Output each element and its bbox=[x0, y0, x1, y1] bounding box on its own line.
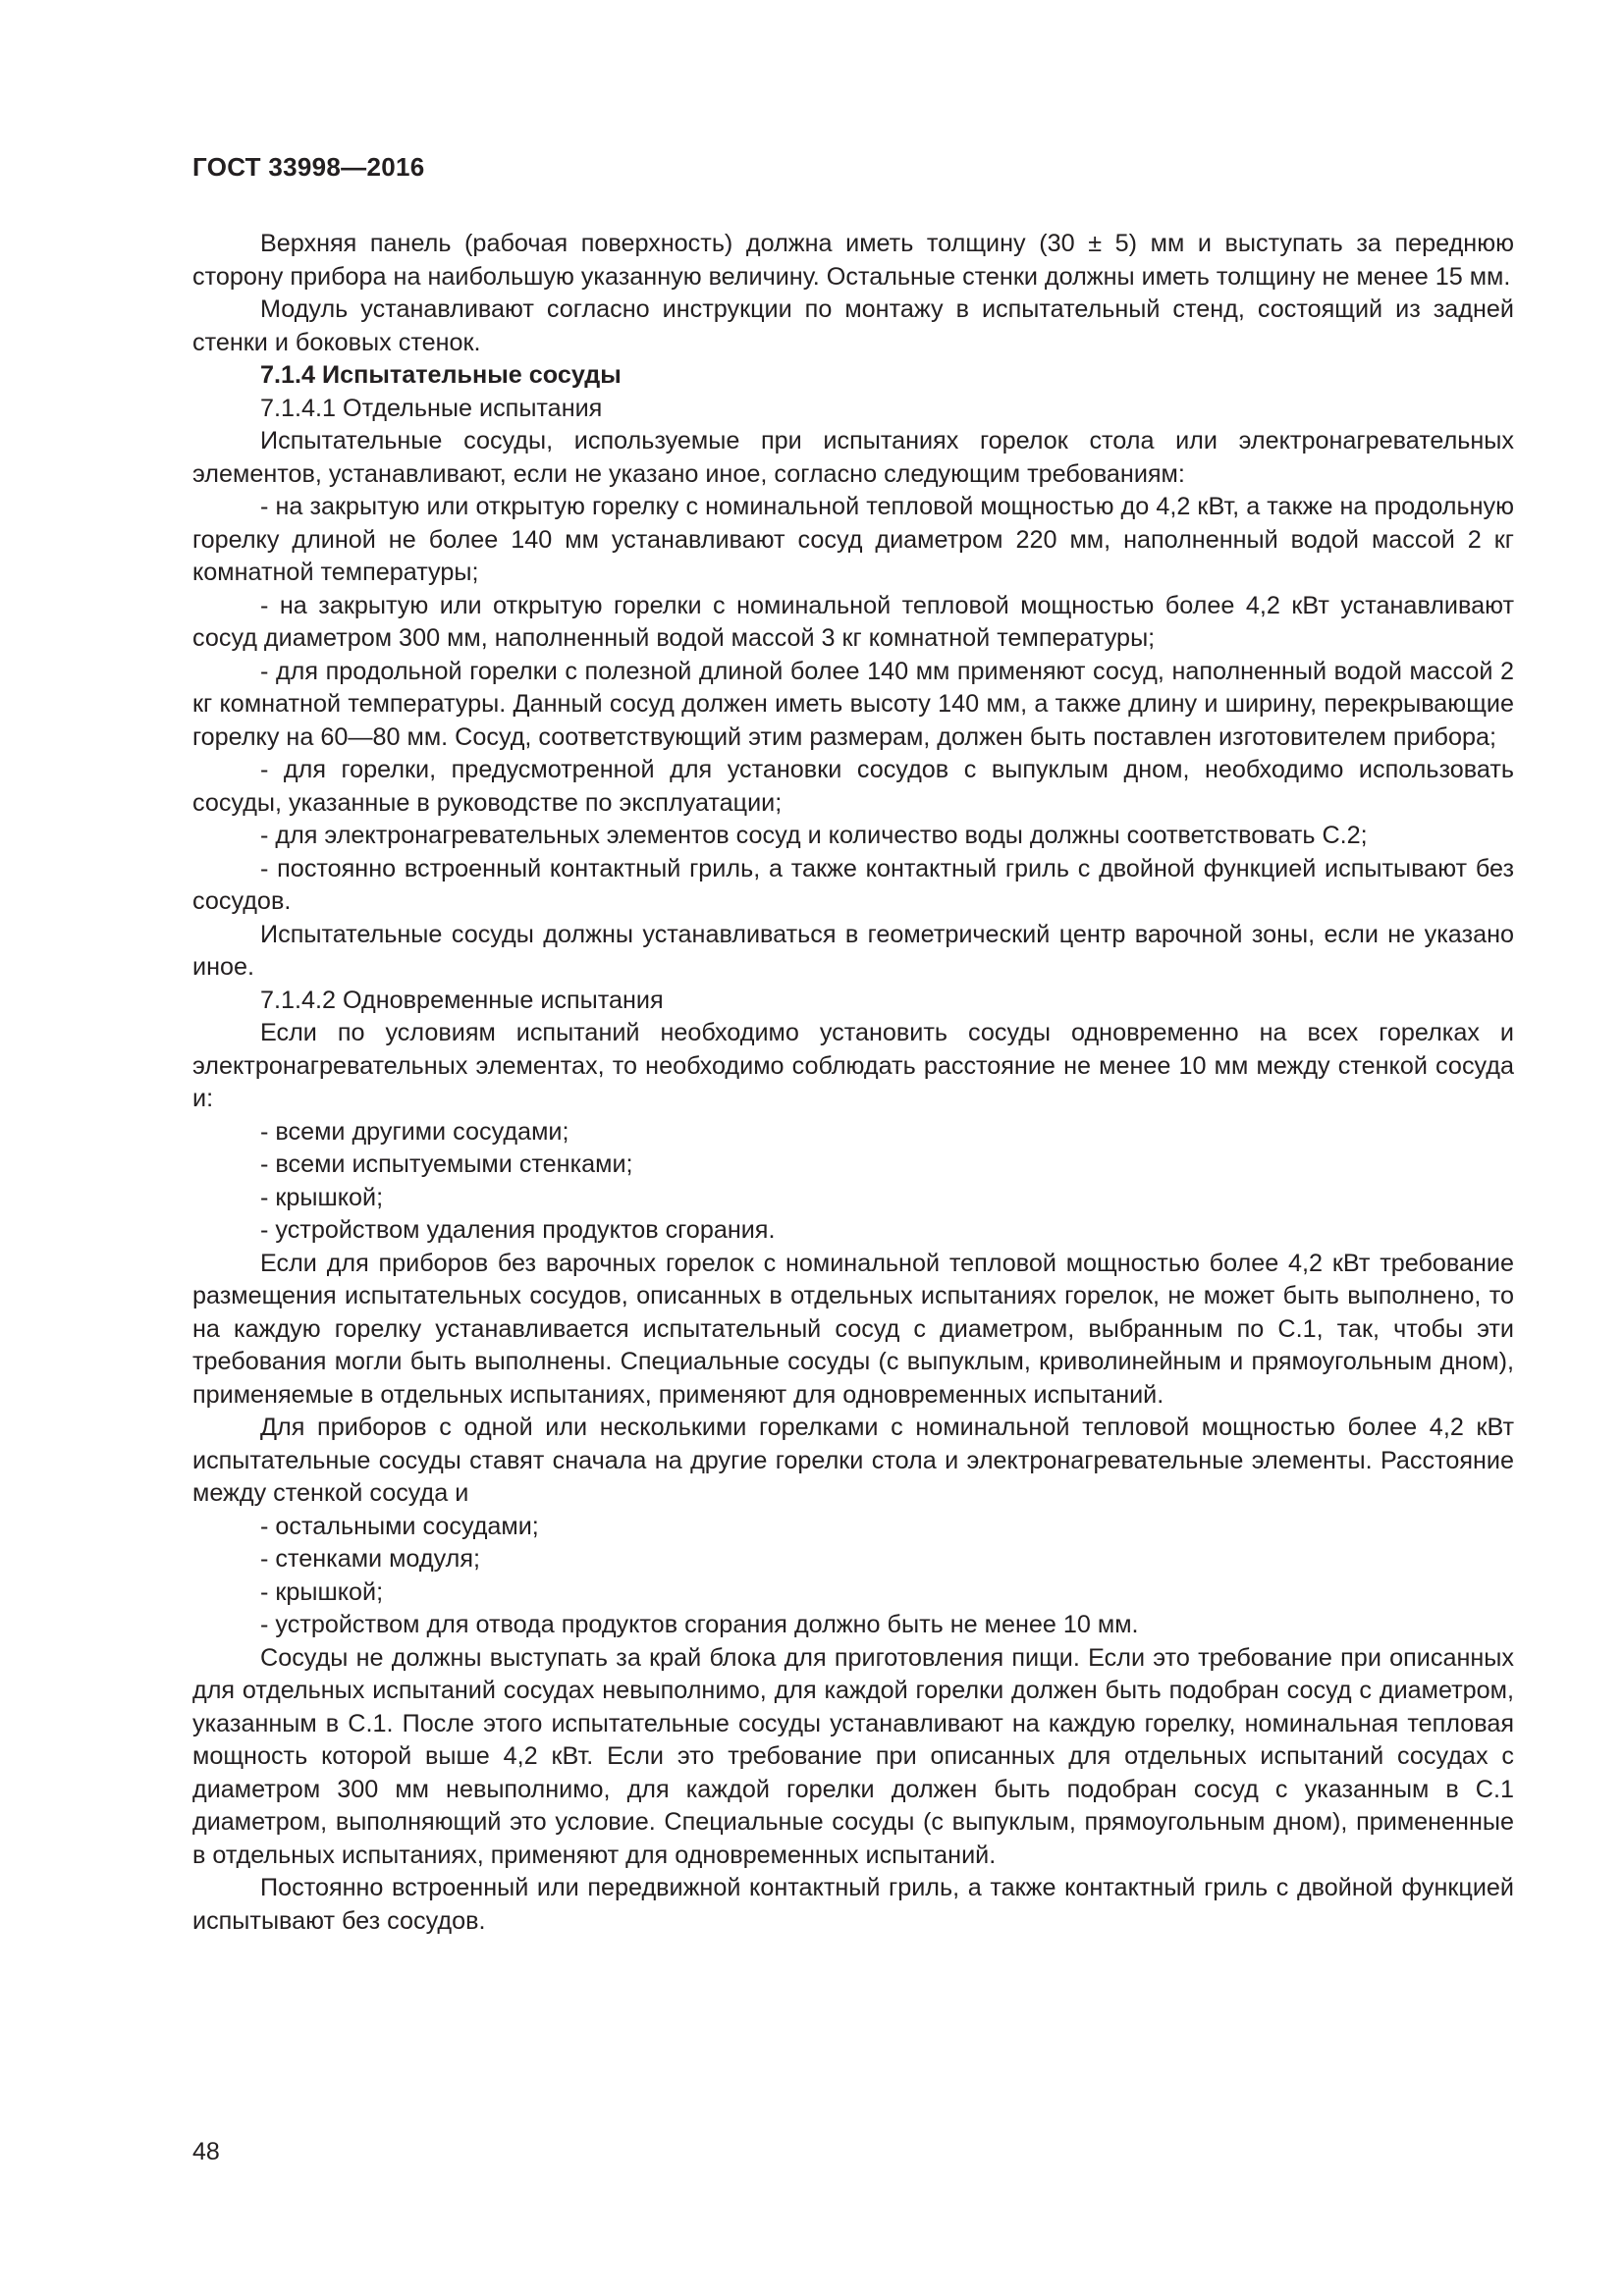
document-body bbox=[192, 228, 1514, 1938]
paragraph-multiple-burners: Для приборов с одной или несколькими горелками с номинальной тепловой мощностью более 4,2 кВт испытательные сосуды ставят сначала на другие горелки стола и электронагревательные элементы. Расстояние между стенкой сосуда и bbox=[192, 1414, 1514, 1507]
paragraph-test-vessels: Испытательные сосуды, используемые при испытаниях горелок стола или электронагревательных элементов, устанавливают, если не указано иное, согласно следующим требованиям: bbox=[192, 427, 1514, 488]
paragraph-no-burners: Если для приборов без варочных горелок с номинальной тепловой мощностью более 4,2 кВт требование размещения испытательных сосудов, описанных в отдельных испытаниях горелок, не может быть выполнено, то на каждую горелку устанавливается испытательный сосуд с диаметром, выбранным по С.1, так, чтобы эти требования могли быть выполнены. Специальные сосуды (с выпуклым, криволинейным и прямоугольным дном), применяемые в отдельных испытаниях, применяют для одновременных испытаний. bbox=[192, 1249, 1514, 1409]
list-item: - всеми испытуемыми стенками; bbox=[260, 1150, 633, 1178]
subsection-heading-7-1-4-2: 7.1.4.2 Одновременные испытания bbox=[260, 986, 664, 1014]
list-item: - для электронагревательных элементов сосуд и количество воды должны соответствовать С.2; bbox=[260, 822, 1368, 849]
list-item: - на закрытую или открытую горелки с номинальной тепловой мощностью более 4,2 кВт устанавливают сосуд диаметром 300 мм, наполненный водой массой 3 кг комнатной температуры; bbox=[192, 591, 1514, 652]
paragraph-module-install: Модуль устанавливают согласно инструкции по монтажу в испытательный стенд, состоящий из задней стенки и боковых стенок. bbox=[192, 295, 1514, 356]
list-item: - остальными сосудами; bbox=[260, 1512, 539, 1540]
paragraph-contact-grill: Постоянно встроенный или передвижной контактный гриль, а также контактный гриль с двойной функцией испытывают без сосудов. bbox=[192, 1874, 1514, 1935]
list-item: - крышкой; bbox=[260, 1577, 384, 1606]
paragraph-top-panel: Верхняя панель (рабочая поверхность) должна иметь толщину (30 ± 5) мм и выступать за переднюю сторону прибора на наибольшую указанную величину. Остальные стенки должны иметь толщину не менее 15 мм. bbox=[192, 230, 1514, 291]
paragraph-vessel-center: Испытательные сосуды должны устанавливаться в геометрический центр варочной зоны, если не указано иное. bbox=[192, 920, 1514, 981]
list-item: - устройством для отвода продуктов сгорания должно быть не менее 10 мм. bbox=[260, 1611, 1139, 1638]
list-item: - всеми другими сосудами; bbox=[260, 1117, 569, 1146]
list-item: - крышкой; bbox=[260, 1183, 384, 1211]
subsection-heading-7-1-4-1: 7.1.4.1 Отдельные испытания bbox=[260, 394, 603, 422]
document-header: ГОСТ 33998—2016 bbox=[192, 152, 425, 182]
list-item: - для горелки, предусмотренной для установки сосудов с выпуклым дном, необходимо использовать сосуды, указанные в руководстве по эксплуатации; bbox=[192, 756, 1514, 817]
section-heading-7-1-4: 7.1.4 Испытательные сосуды bbox=[260, 361, 622, 389]
list-item: - устройством удаления продуктов сгорания. bbox=[260, 1216, 776, 1244]
paragraph-simultaneous: Если по условиям испытаний необходимо установить сосуды одновременно на всех горелках и электронагревательных элементах, то необходимо соблюдать расстояние не менее 10 мм между стенкой сосуда и: bbox=[192, 1019, 1514, 1112]
page-number: 48 bbox=[192, 2138, 220, 2165]
paragraph-vessels-edge: Сосуды не должны выступать за край блока для приготовления пищи. Если это требование при описанных для отдельных испытаний сосудах невыполнимо, для каждой горелки должен быть подобран сосуд с диаметром, указанным в С.1. После этого испытательные сосуды устанавливают на каждую горелку, номинальная тепловая мощность которой выше 4,2 кВт. Если это требование при описанных для отдельных испытаний сосудах с диаметром 300 мм невыполнимо, для каждой горелки должен быть подобран сосуд с указанным в С.1 диаметром, выполняющий это условие. Специальные сосуды (с выпуклым, прямоугольным дном), примененные в отдельных испытаниях, применяют для одновременных испытаний. bbox=[192, 1643, 1514, 1869]
list-item: - на закрытую или открытую горелку с номинальной тепловой мощностью до 4,2 кВт, а также на продольную горелку длиной не более 140 мм устанавливают сосуд диаметром 220 мм, наполненный водой массой 2 кг комнатной температуры; bbox=[192, 493, 1514, 586]
list-item: - постоянно встроенный контактный гриль, а также контактный гриль с двойной функцией испытывают без сосудов. bbox=[192, 854, 1514, 915]
list-item: - стенками модуля; bbox=[260, 1545, 480, 1573]
list-item: - для продольной горелки с полезной длиной более 140 мм применяют сосуд, наполненный водой массой 2 кг комнатной температуры. Данный сосуд должен иметь высоту 140 мм, а также длину и ширину, перекрывающие горелку на 60—80 мм. Сосуд, соответствующий этим размерам, должен быть поставлен изготовителем прибора; bbox=[192, 657, 1514, 751]
